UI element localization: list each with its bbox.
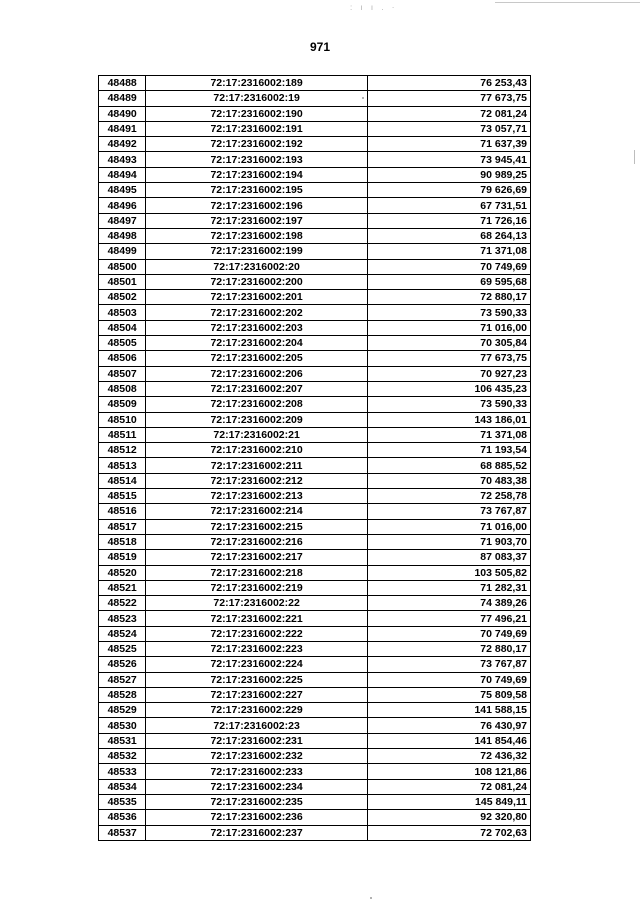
cadastral-number-cell: 72:17:2316002:196 xyxy=(146,198,368,213)
cadastral-number-cell: 72:17:2316002:215 xyxy=(146,519,368,534)
value-amount-cell: 71 371,08 xyxy=(367,244,530,259)
value-amount-cell: 70 483,38 xyxy=(367,473,530,488)
table-row xyxy=(99,687,531,702)
table-row xyxy=(99,580,531,595)
table-row xyxy=(99,290,531,305)
row-number-cell: 48533 xyxy=(99,764,146,779)
table-row xyxy=(99,489,531,504)
table-row xyxy=(99,657,531,672)
table-row xyxy=(99,381,531,396)
row-number-cell: 48490 xyxy=(99,106,146,121)
value-amount-cell: 106 435,23 xyxy=(367,381,530,396)
value-amount-cell: 71 371,08 xyxy=(367,427,530,442)
row-number-cell: 48509 xyxy=(99,397,146,412)
cadastral-number-cell: 72:17:2316002:224 xyxy=(146,657,368,672)
value-amount-cell: 143 186,01 xyxy=(367,412,530,427)
cadastral-number-cell: 72:17:2316002:20 xyxy=(146,259,368,274)
cadastral-number-cell: 72:17:2316002:198 xyxy=(146,228,368,243)
cadastral-number-cell: 72:17:2316002:232 xyxy=(146,749,368,764)
table-row xyxy=(99,611,531,626)
table-row xyxy=(99,519,531,534)
row-number-cell: 48507 xyxy=(99,366,146,381)
row-number-cell: 48523 xyxy=(99,611,146,626)
row-number-cell: 48530 xyxy=(99,718,146,733)
value-amount-cell: 72 258,78 xyxy=(367,489,530,504)
table-row xyxy=(99,641,531,656)
row-number-cell: 48522 xyxy=(99,596,146,611)
row-number-cell: 48520 xyxy=(99,565,146,580)
table-row xyxy=(99,76,531,91)
scan-edge-mark xyxy=(634,150,635,164)
table-row xyxy=(99,305,531,320)
row-number-cell: 48515 xyxy=(99,489,146,504)
row-number-cell: 48495 xyxy=(99,183,146,198)
table-row xyxy=(99,703,531,718)
cadastral-number-cell: 72:17:2316002:22 xyxy=(146,596,368,611)
value-amount-cell: 141 854,46 xyxy=(367,733,530,748)
value-amount-cell: 72 081,24 xyxy=(367,106,530,121)
table-row xyxy=(99,626,531,641)
row-number-cell: 48529 xyxy=(99,703,146,718)
value-amount-cell: 70 927,23 xyxy=(367,366,530,381)
cadastral-number-cell: 72:17:2316002:205 xyxy=(146,351,368,366)
table-body xyxy=(99,76,531,841)
cadastral-number-cell: 72:17:2316002:211 xyxy=(146,458,368,473)
table-row xyxy=(99,121,531,136)
cadastral-number-cell: 72:17:2316002:212 xyxy=(146,473,368,488)
value-amount-cell: 72 436,32 xyxy=(367,749,530,764)
cadastral-number-cell: 72:17:2316002:217 xyxy=(146,550,368,565)
table-row xyxy=(99,320,531,335)
value-amount-cell: 77 496,21 xyxy=(367,611,530,626)
row-number-cell: 48489 xyxy=(99,91,146,106)
cadastral-number-cell: 72:17:2316002:235 xyxy=(146,794,368,809)
cadastral-number-cell: 72:17:2316002:190 xyxy=(146,106,368,121)
table-row xyxy=(99,550,531,565)
value-amount-cell: 108 121,86 xyxy=(367,764,530,779)
row-number-cell: 48534 xyxy=(99,779,146,794)
value-amount-cell: 73 767,87 xyxy=(367,504,530,519)
table-row xyxy=(99,152,531,167)
table-row xyxy=(99,228,531,243)
row-number-cell: 48516 xyxy=(99,504,146,519)
cadastral-number-cell: 72:17:2316002:236 xyxy=(146,810,368,825)
table-row xyxy=(99,336,531,351)
cadastral-number-cell: 72:17:2316002:208 xyxy=(146,397,368,412)
row-number-cell: 48510 xyxy=(99,412,146,427)
scan-speck xyxy=(370,897,372,899)
value-amount-cell: 76 430,97 xyxy=(367,718,530,733)
table-row xyxy=(99,565,531,580)
value-amount-cell: 71 903,70 xyxy=(367,534,530,549)
table-row xyxy=(99,534,531,549)
value-amount-cell: 77 673,75 xyxy=(367,351,530,366)
table-row xyxy=(99,718,531,733)
table-row xyxy=(99,259,531,274)
cadastral-number-cell: 72:17:2316002:191 xyxy=(146,121,368,136)
table-row xyxy=(99,473,531,488)
value-amount-cell: 70 749,69 xyxy=(367,626,530,641)
value-amount-cell: 67 731,51 xyxy=(367,198,530,213)
row-number-cell: 48494 xyxy=(99,167,146,182)
table-row xyxy=(99,733,531,748)
cadastral-number-cell: 72:17:2316002:213 xyxy=(146,489,368,504)
cadastral-number-cell: 72:17:2316002:202 xyxy=(146,305,368,320)
value-amount-cell: 71 193,54 xyxy=(367,443,530,458)
row-number-cell: 48498 xyxy=(99,228,146,243)
cadastral-number-cell: 72:17:2316002:19 xyxy=(146,91,368,106)
value-amount-cell: 71 016,00 xyxy=(367,519,530,534)
cadastral-value-table xyxy=(98,75,531,841)
row-number-cell: 48511 xyxy=(99,427,146,442)
row-number-cell: 48512 xyxy=(99,443,146,458)
table-row xyxy=(99,794,531,809)
row-number-cell: 48524 xyxy=(99,626,146,641)
value-amount-cell: 71 016,00 xyxy=(367,320,530,335)
row-number-cell: 48488 xyxy=(99,76,146,91)
table-row xyxy=(99,198,531,213)
value-amount-cell: 69 595,68 xyxy=(367,274,530,289)
value-amount-cell: 70 305,84 xyxy=(367,336,530,351)
table-row xyxy=(99,504,531,519)
value-amount-cell: 79 626,69 xyxy=(367,183,530,198)
row-number-cell: 48504 xyxy=(99,320,146,335)
row-number-cell: 48496 xyxy=(99,198,146,213)
cadastral-number-cell: 72:17:2316002:209 xyxy=(146,412,368,427)
row-number-cell: 48527 xyxy=(99,672,146,687)
cadastral-number-cell: 72:17:2316002:194 xyxy=(146,167,368,182)
value-amount-cell: 77 673,75 xyxy=(367,91,530,106)
row-number-cell: 48521 xyxy=(99,580,146,595)
row-number-cell: 48493 xyxy=(99,152,146,167)
value-amount-cell: 141 588,15 xyxy=(367,703,530,718)
row-number-cell: 48502 xyxy=(99,290,146,305)
value-amount-cell: 71 282,31 xyxy=(367,580,530,595)
table-row xyxy=(99,427,531,442)
cadastral-number-cell: 72:17:2316002:203 xyxy=(146,320,368,335)
cadastral-number-cell: 72:17:2316002:21 xyxy=(146,427,368,442)
row-number-cell: 48497 xyxy=(99,213,146,228)
row-number-cell: 48506 xyxy=(99,351,146,366)
cadastral-number-cell: 72:17:2316002:207 xyxy=(146,381,368,396)
value-amount-cell: 70 749,69 xyxy=(367,672,530,687)
row-number-cell: 48532 xyxy=(99,749,146,764)
row-number-cell: 48514 xyxy=(99,473,146,488)
row-number-cell: 48528 xyxy=(99,687,146,702)
value-amount-cell: 71 726,16 xyxy=(367,213,530,228)
cadastral-number-cell: 72:17:2316002:189 xyxy=(146,76,368,91)
table-row xyxy=(99,443,531,458)
value-amount-cell: 72 880,17 xyxy=(367,641,530,656)
value-amount-cell: 76 253,43 xyxy=(367,76,530,91)
table-row xyxy=(99,244,531,259)
row-number-cell: 48531 xyxy=(99,733,146,748)
cadastral-number-cell: 72:17:2316002:234 xyxy=(146,779,368,794)
table-row xyxy=(99,810,531,825)
table-row xyxy=(99,351,531,366)
table-row xyxy=(99,91,531,106)
value-amount-cell: 73 945,41 xyxy=(367,152,530,167)
cadastral-number-cell: 72:17:2316002:227 xyxy=(146,687,368,702)
table-row xyxy=(99,183,531,198)
row-number-cell: 48492 xyxy=(99,137,146,152)
value-amount-cell: 87 083,37 xyxy=(367,550,530,565)
scan-top-rule xyxy=(495,2,640,3)
value-amount-cell: 72 880,17 xyxy=(367,290,530,305)
cadastral-number-cell: 72:17:2316002:199 xyxy=(146,244,368,259)
cadastral-number-cell: 72:17:2316002:225 xyxy=(146,672,368,687)
row-number-cell: 48536 xyxy=(99,810,146,825)
value-amount-cell: 72 081,24 xyxy=(367,779,530,794)
cadastral-number-cell: 72:17:2316002:222 xyxy=(146,626,368,641)
cadastral-number-cell: 72:17:2316002:229 xyxy=(146,703,368,718)
table-row xyxy=(99,106,531,121)
value-amount-cell: 70 749,69 xyxy=(367,259,530,274)
table-row xyxy=(99,825,531,840)
row-number-cell: 48499 xyxy=(99,244,146,259)
cadastral-number-cell: 72:17:2316002:201 xyxy=(146,290,368,305)
table-row xyxy=(99,779,531,794)
value-amount-cell: 73 590,33 xyxy=(367,305,530,320)
table-row xyxy=(99,213,531,228)
cadastral-number-cell: 72:17:2316002:210 xyxy=(146,443,368,458)
value-amount-cell: 68 264,13 xyxy=(367,228,530,243)
row-number-cell: 48525 xyxy=(99,641,146,656)
row-number-cell: 48518 xyxy=(99,534,146,549)
page-number: 971 xyxy=(309,40,331,54)
row-number-cell: 48491 xyxy=(99,121,146,136)
row-number-cell: 48503 xyxy=(99,305,146,320)
table-row xyxy=(99,366,531,381)
cadastral-number-cell: 72:17:2316002:197 xyxy=(146,213,368,228)
table-row xyxy=(99,672,531,687)
value-amount-cell: 71 637,39 xyxy=(367,137,530,152)
cadastral-number-cell: 72:17:2316002:216 xyxy=(146,534,368,549)
value-amount-cell: 90 989,25 xyxy=(367,167,530,182)
value-amount-cell: 73 057,71 xyxy=(367,121,530,136)
cadastral-number-cell: 72:17:2316002:193 xyxy=(146,152,368,167)
cadastral-number-cell: 72:17:2316002:221 xyxy=(146,611,368,626)
row-number-cell: 48505 xyxy=(99,336,146,351)
cadastral-number-cell: 72:17:2316002:204 xyxy=(146,336,368,351)
row-number-cell: 48526 xyxy=(99,657,146,672)
value-amount-cell: 72 702,63 xyxy=(367,825,530,840)
cadastral-number-cell: 72:17:2316002:23 xyxy=(146,718,368,733)
table-row xyxy=(99,412,531,427)
cadastral-number-cell: 72:17:2316002:237 xyxy=(146,825,368,840)
cadastral-number-cell: 72:17:2316002:223 xyxy=(146,641,368,656)
row-number-cell: 48535 xyxy=(99,794,146,809)
cadastral-number-cell: 72:17:2316002:206 xyxy=(146,366,368,381)
value-amount-cell: 92 320,80 xyxy=(367,810,530,825)
cadastral-number-cell: 72:17:2316002:233 xyxy=(146,764,368,779)
scan-header-marks: : ı ı . · xyxy=(350,3,398,12)
table-row xyxy=(99,596,531,611)
cadastral-number-cell: 72:17:2316002:231 xyxy=(146,733,368,748)
value-amount-cell: 74 389,26 xyxy=(367,596,530,611)
table-row xyxy=(99,458,531,473)
row-number-cell: 48500 xyxy=(99,259,146,274)
row-number-cell: 48501 xyxy=(99,274,146,289)
row-number-cell: 48537 xyxy=(99,825,146,840)
value-amount-cell: 75 809,58 xyxy=(367,687,530,702)
row-number-cell: 48519 xyxy=(99,550,146,565)
value-amount-cell: 103 505,82 xyxy=(367,565,530,580)
value-amount-cell: 145 849,11 xyxy=(367,794,530,809)
cadastral-number-cell: 72:17:2316002:219 xyxy=(146,580,368,595)
cadastral-number-cell: 72:17:2316002:214 xyxy=(146,504,368,519)
table-row xyxy=(99,274,531,289)
value-amount-cell: 73 767,87 xyxy=(367,657,530,672)
cadastral-number-cell: 72:17:2316002:192 xyxy=(146,137,368,152)
table-row xyxy=(99,749,531,764)
table-row xyxy=(99,397,531,412)
row-number-cell: 48517 xyxy=(99,519,146,534)
table-row xyxy=(99,137,531,152)
row-number-cell: 48513 xyxy=(99,458,146,473)
row-number-cell: 48508 xyxy=(99,381,146,396)
table-row xyxy=(99,167,531,182)
value-amount-cell: 73 590,33 xyxy=(367,397,530,412)
cadastral-number-cell: 72:17:2316002:195 xyxy=(146,183,368,198)
cadastral-number-cell: 72:17:2316002:218 xyxy=(146,565,368,580)
value-amount-cell: 68 885,52 xyxy=(367,458,530,473)
cadastral-number-cell: 72:17:2316002:200 xyxy=(146,274,368,289)
table-row xyxy=(99,764,531,779)
